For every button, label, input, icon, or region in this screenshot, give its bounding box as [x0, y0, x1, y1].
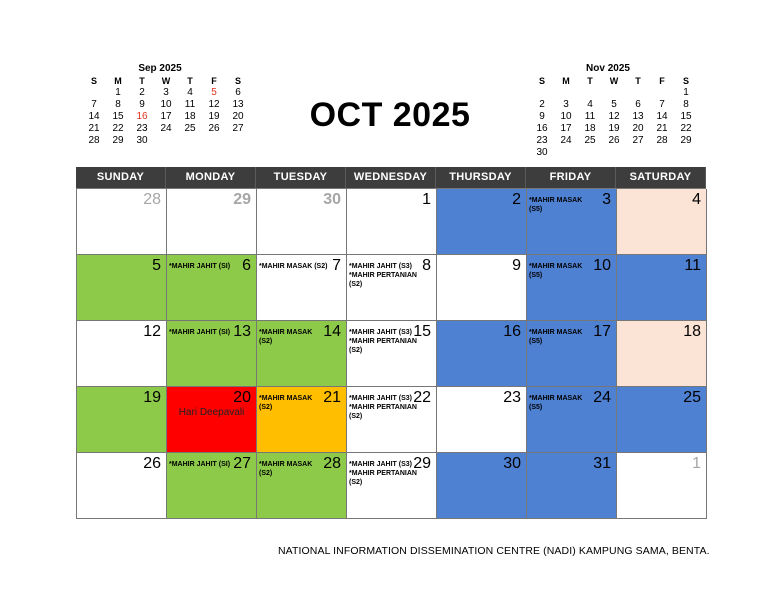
mini-day: 18	[584, 123, 596, 134]
weekday-header: FRIDAY	[526, 167, 616, 188]
mini-day: 7	[659, 99, 665, 110]
day-cell[interactable]	[347, 255, 437, 321]
day-number: 30	[323, 191, 341, 208]
mini-weekday-label: M	[562, 76, 570, 86]
day-number: 16	[503, 323, 521, 340]
day-cell[interactable]	[77, 255, 167, 321]
day-number: 18	[683, 323, 701, 340]
mini-day: 30	[136, 135, 148, 146]
day-cell[interactable]	[527, 453, 617, 519]
mini-day	[578, 87, 602, 99]
day-cell[interactable]	[527, 189, 617, 255]
mini-day: 26	[608, 135, 620, 146]
mini-day: 14	[88, 111, 100, 122]
mini-day: 9	[139, 99, 145, 110]
mini-day	[202, 135, 226, 147]
day-cell[interactable]	[527, 255, 617, 321]
day-cell[interactable]	[617, 321, 707, 387]
mini-day: 19	[208, 111, 220, 122]
day-cell[interactable]	[347, 189, 437, 255]
mini-day	[626, 147, 650, 159]
day-number: 1	[422, 191, 431, 208]
day-number: 28	[143, 191, 161, 208]
mini-day: 19	[608, 123, 620, 134]
weekday-header: SUNDAY	[76, 167, 166, 188]
mini-day: 25	[584, 135, 596, 146]
mini-day: 1	[683, 87, 689, 98]
mini-weekday-label: T	[635, 76, 641, 86]
mini-day	[530, 87, 554, 99]
mini-day: 22	[112, 123, 124, 134]
mini-day: 28	[656, 135, 668, 146]
mini-day: 16	[136, 111, 148, 122]
mini-day: 29	[680, 135, 692, 146]
mini-day: 6	[635, 99, 641, 110]
day-number: 29	[413, 455, 431, 472]
day-cell[interactable]	[257, 387, 347, 453]
day-number: 11	[684, 257, 701, 274]
mini-calendar-title: Nov 2025	[586, 63, 630, 74]
event-label: *MAHIR MASAK (S5)	[529, 329, 583, 345]
mini-day	[82, 87, 106, 99]
mini-weekday-label: S	[682, 76, 689, 86]
mini-day: 16	[536, 123, 548, 134]
mini-weekday-label: T	[139, 76, 145, 86]
mini-day: 5	[211, 87, 217, 98]
mini-day: 9	[539, 111, 545, 122]
mini-day	[650, 87, 674, 99]
day-number: 6	[242, 257, 251, 274]
weekday-header: THURSDAY	[436, 167, 526, 188]
mini-day: 5	[611, 99, 617, 110]
mini-day: 20	[232, 111, 244, 122]
event-label: *MAHIR JAHIT (SI)	[169, 461, 231, 468]
day-cell[interactable]	[617, 387, 707, 453]
mini-day: 17	[160, 111, 172, 122]
mini-weekday-label: T	[187, 76, 193, 86]
day-cell[interactable]	[257, 453, 347, 519]
day-cell[interactable]	[167, 387, 257, 453]
mini-day: 8	[683, 99, 689, 110]
weekday-header: MONDAY	[166, 167, 256, 188]
day-number: 23	[503, 389, 521, 406]
day-cell[interactable]	[167, 189, 257, 255]
mini-day	[154, 135, 178, 147]
mini-day: 23	[136, 123, 148, 134]
mini-day: 25	[184, 123, 196, 134]
event-label: *MAHIR MASAK (S5)	[529, 395, 583, 411]
event-label: *MAHIR JAHIT (S3) *MAHIR PERTANIAN (S2)	[349, 461, 417, 486]
mini-day	[178, 135, 202, 147]
mini-day: 4	[187, 87, 193, 98]
mini-day	[626, 87, 650, 99]
mini-day: 14	[656, 111, 668, 122]
mini-day	[650, 147, 674, 159]
event-label: *MAHIR JAHIT (SI)	[169, 263, 231, 270]
mini-day: 17	[560, 123, 572, 134]
day-cell[interactable]	[77, 189, 167, 255]
day-number: 30	[503, 455, 521, 472]
day-number: 17	[593, 323, 611, 340]
mini-day: 15	[112, 111, 124, 122]
day-cell[interactable]	[257, 189, 347, 255]
day-cell[interactable]	[617, 255, 707, 321]
mini-weekday-label: W	[609, 76, 619, 86]
mini-day: 24	[160, 123, 172, 134]
day-cell[interactable]	[257, 321, 347, 387]
day-number: 29	[233, 191, 251, 208]
day-number: 1	[692, 455, 701, 472]
day-cell[interactable]	[347, 321, 437, 387]
mini-day: 27	[232, 123, 244, 134]
mini-day: 10	[160, 99, 172, 110]
mini-day: 13	[232, 99, 244, 110]
day-number: 25	[683, 389, 701, 406]
day-cell[interactable]	[527, 321, 617, 387]
day-number: 15	[413, 323, 431, 340]
mini-day: 24	[560, 135, 572, 146]
mini-day	[602, 147, 626, 159]
mini-calendar-grid	[530, 75, 692, 159]
mini-day: 10	[560, 111, 572, 122]
day-cell[interactable]	[437, 255, 527, 321]
mini-calendar-next	[530, 63, 692, 159]
event-label: *MAHIR MASAK (S5)	[529, 263, 583, 279]
event-label: *MAHIR MASAK (S2)	[259, 395, 313, 411]
day-number: 9	[512, 257, 521, 274]
mini-day: 15	[680, 111, 692, 122]
mini-day: 22	[680, 123, 692, 134]
mini-weekday-label: S	[538, 76, 545, 86]
day-number: 4	[692, 191, 701, 208]
day-cell[interactable]	[437, 321, 527, 387]
event-label: *MAHIR MASAK (S2)	[259, 461, 313, 477]
weekday-header: TUESDAY	[256, 167, 346, 188]
mini-day: 18	[184, 111, 196, 122]
day-cell[interactable]	[527, 387, 617, 453]
mini-day	[226, 135, 250, 147]
mini-day: 11	[184, 99, 196, 110]
mini-day: 3	[163, 87, 169, 98]
day-cell[interactable]	[77, 387, 167, 453]
day-cell[interactable]	[617, 189, 707, 255]
day-number: 24	[593, 389, 611, 406]
mini-day	[674, 147, 698, 159]
mini-day	[578, 147, 602, 159]
mini-day: 6	[235, 87, 241, 98]
mini-day: 23	[536, 135, 548, 146]
mini-day	[554, 147, 578, 159]
day-cell[interactable]	[347, 453, 437, 519]
day-cell[interactable]	[437, 387, 527, 453]
mini-day: 28	[88, 135, 100, 146]
day-cell[interactable]	[77, 453, 167, 519]
day-number: 5	[152, 257, 161, 274]
mini-day: 26	[208, 123, 220, 134]
mini-weekday-label: W	[161, 76, 171, 86]
mini-day: 27	[632, 135, 644, 146]
day-number: 21	[323, 389, 341, 406]
day-number: 12	[143, 323, 161, 340]
mini-day: 21	[88, 123, 100, 134]
mini-day: 21	[656, 123, 668, 134]
day-number: 26	[143, 455, 161, 472]
day-cell[interactable]	[167, 255, 257, 321]
mini-day: 12	[608, 111, 620, 122]
mini-weekday-label: F	[211, 76, 217, 86]
day-number: 2	[512, 191, 521, 208]
month-calendar	[76, 167, 706, 519]
event-label: *MAHIR JAHIT (S3) *MAHIR PERTANIAN (S2)	[349, 395, 417, 420]
mini-weekday-label: S	[90, 76, 97, 86]
day-cell[interactable]	[617, 453, 707, 519]
mini-weekday-label: M	[114, 76, 122, 86]
mini-calendar-previous	[82, 63, 244, 147]
day-number: 19	[143, 389, 161, 406]
day-number: 10	[593, 257, 611, 274]
event-label: *MAHIR MASAK (S2)	[259, 263, 328, 270]
day-cell[interactable]	[437, 453, 527, 519]
mini-day: 7	[91, 99, 97, 110]
event-label: *MAHIR JAHIT (S3) *MAHIR PERTANIAN (S2)	[349, 263, 417, 288]
page-title: OCT 2025	[309, 96, 471, 134]
day-number: 13	[233, 323, 251, 340]
mini-weekday-label: S	[234, 76, 241, 86]
day-number: 28	[323, 455, 341, 472]
mini-day: 8	[115, 99, 121, 110]
day-number: 22	[413, 389, 431, 406]
mini-day: 1	[115, 87, 121, 98]
holiday-label: Hari Deepavali	[178, 407, 245, 418]
day-number: 31	[593, 455, 611, 472]
day-number: 3	[602, 191, 611, 208]
day-cell[interactable]	[437, 189, 527, 255]
calendar-grid	[76, 188, 706, 519]
weekday-header: WEDNESDAY	[346, 167, 436, 188]
event-label: *MAHIR MASAK (S2)	[259, 329, 313, 345]
event-label: *MAHIR JAHIT (SI)	[169, 329, 231, 336]
mini-day: 11	[584, 111, 596, 122]
mini-weekday-label: F	[659, 76, 665, 86]
mini-calendar-grid	[82, 75, 244, 147]
day-number: 27	[233, 455, 251, 472]
day-number: 20	[233, 389, 251, 406]
mini-weekday-label: T	[587, 76, 593, 86]
mini-day: 20	[632, 123, 644, 134]
weekday-header-row	[76, 167, 706, 188]
mini-calendar-title: Sep 2025	[138, 63, 182, 74]
day-number: 7	[332, 257, 341, 274]
day-number: 8	[422, 257, 431, 274]
mini-day: 2	[539, 99, 545, 110]
mini-day	[602, 87, 626, 99]
mini-day: 29	[112, 135, 124, 146]
mini-day: 4	[587, 99, 593, 110]
weekday-header: SATURDAY	[616, 167, 706, 188]
day-number: 14	[323, 323, 341, 340]
mini-day: 30	[536, 147, 548, 158]
day-cell[interactable]	[77, 321, 167, 387]
day-cell[interactable]	[167, 453, 257, 519]
mini-day: 13	[632, 111, 644, 122]
day-cell[interactable]	[347, 387, 437, 453]
mini-day: 3	[563, 99, 569, 110]
mini-day: 2	[139, 87, 145, 98]
mini-day: 12	[208, 99, 220, 110]
event-label: *MAHIR MASAK (S5)	[529, 197, 583, 213]
day-cell[interactable]	[257, 255, 347, 321]
day-cell[interactable]	[167, 321, 257, 387]
mini-day	[554, 87, 578, 99]
event-label: *MAHIR JAHIT (S3) *MAHIR PERTANIAN (S2)	[349, 329, 417, 354]
footer-text: NATIONAL INFORMATION DISSEMINATION CENTRE (NADI) KAMPUNG SAMA, BENTA.	[278, 545, 710, 557]
